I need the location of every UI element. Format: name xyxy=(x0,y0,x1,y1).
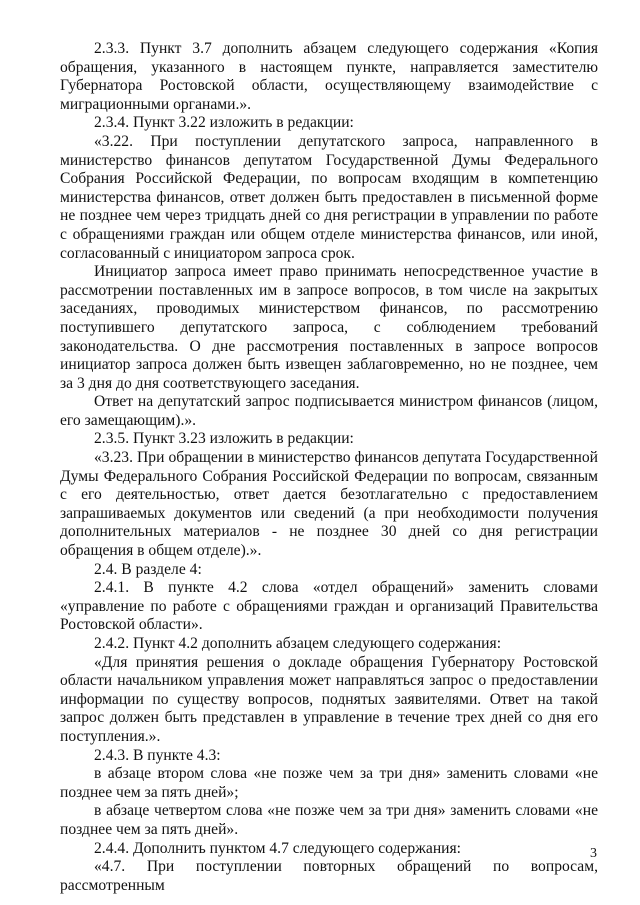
document-body xyxy=(60,40,598,895)
paragraph-2-4-4: 2.4.4. Дополнить пунктом 4.7 следующего содержания: xyxy=(94,839,462,857)
paragraph-fourth-abzac: в абзаце четвертом слова «не позже чем за три дня» заменить словами «не позднее чем за пять дней». xyxy=(60,802,598,838)
paragraph-second-abzac: в абзаце втором слова «не позже чем за три дня» заменить словами «не позднее чем за пять дней»; xyxy=(60,765,598,801)
paragraph-2-4-3: 2.4.3. В пункте 4.3: xyxy=(94,746,221,764)
page-number: 3 xyxy=(590,846,597,861)
paragraph-2-3-3: 2.3.3. Пункт 3.7 дополнить абзацем следующего содержания «Копия обращения, указанного в настоящем пункте, направляется заместителю Губернатора Ростовской области, осуществляющему взаимодействие с миграционными органами.». xyxy=(60,40,598,113)
paragraph-3-23: «3.23. При обращении в министерство финансов депутата Государственной Думы Федерального Собрания Российской Федерации по вопросам, связанным с его деятельностью, ответ дается безотлагательно с предоставлением запрашиваемых документов или сведений (а при необходимости получения дополнительных материалов - не позднее 30 дней со дня регистрации обращения в общем отделе).». xyxy=(60,449,598,560)
paragraph-4-7: «4.7. При поступлении повторных обращений по вопросам, рассмотренным xyxy=(60,858,598,894)
paragraph-2-4-1: 2.4.1. В пункте 4.2 слова «отдел обращений» заменить словами «управление по работе с обращениями граждан и организаций Правительства Ростовской области». xyxy=(60,579,598,634)
paragraph-2-3-4: 2.3.4. Пункт 3.22 изложить в редакции: xyxy=(94,114,354,132)
paragraph-2-4-2: 2.4.2. Пункт 4.2 дополнить абзацем следующего содержания: xyxy=(94,635,502,652)
paragraph-2-3-5: 2.3.5. Пункт 3.23 изложить в редакции: xyxy=(94,430,354,448)
paragraph-2-4: 2.4. В разделе 4: xyxy=(94,560,202,578)
paragraph-initiator-rights: Инициатор запроса имеет право принимать непосредственное участие в рассмотрении поставленных им в запросе вопросов, в том числе на закрытых заседаниях, проводимых министерством финансов, по рассмотрению поступившего депутатского запроса, с соблюдением требований законодательства. О дне рассмотрения поставленных в запросе вопросов инициатор запроса должен быть извещен заблаговременно, но не позднее, чем за 3 дня до дня соответствующего заседания. xyxy=(60,263,598,392)
paragraph-governor-report: «Для принятия решения о докладе обращения Губернатору Ростовской области начальником управления может направляться запрос о предоставлении информации по существу вопросов, поднятых заявителями. Ответ на такой запрос должен быть представлен в управление в течение трех дней со дня его поступления.». xyxy=(60,653,598,745)
paragraph-reply-signature: Ответ на депутатский запрос подписывается министром финансов (лицом, его замещающим).». xyxy=(60,393,598,429)
paragraph-3-22: «3.22. При поступлении депутатского запроса, направленного в министерство финансов депутатом Государственной Думы Федерального Собрания Российской Федерации, по вопросам входящим в компетенцию министерства финансов, ответ должен быть предоставлен в письменной форме не позднее чем через тридцать дней со дня регистрации в управлении по работе с обращениями граждан или общем отделе министерства финансов, или иной, согласованный с инициатором запроса срок. xyxy=(60,132,598,262)
